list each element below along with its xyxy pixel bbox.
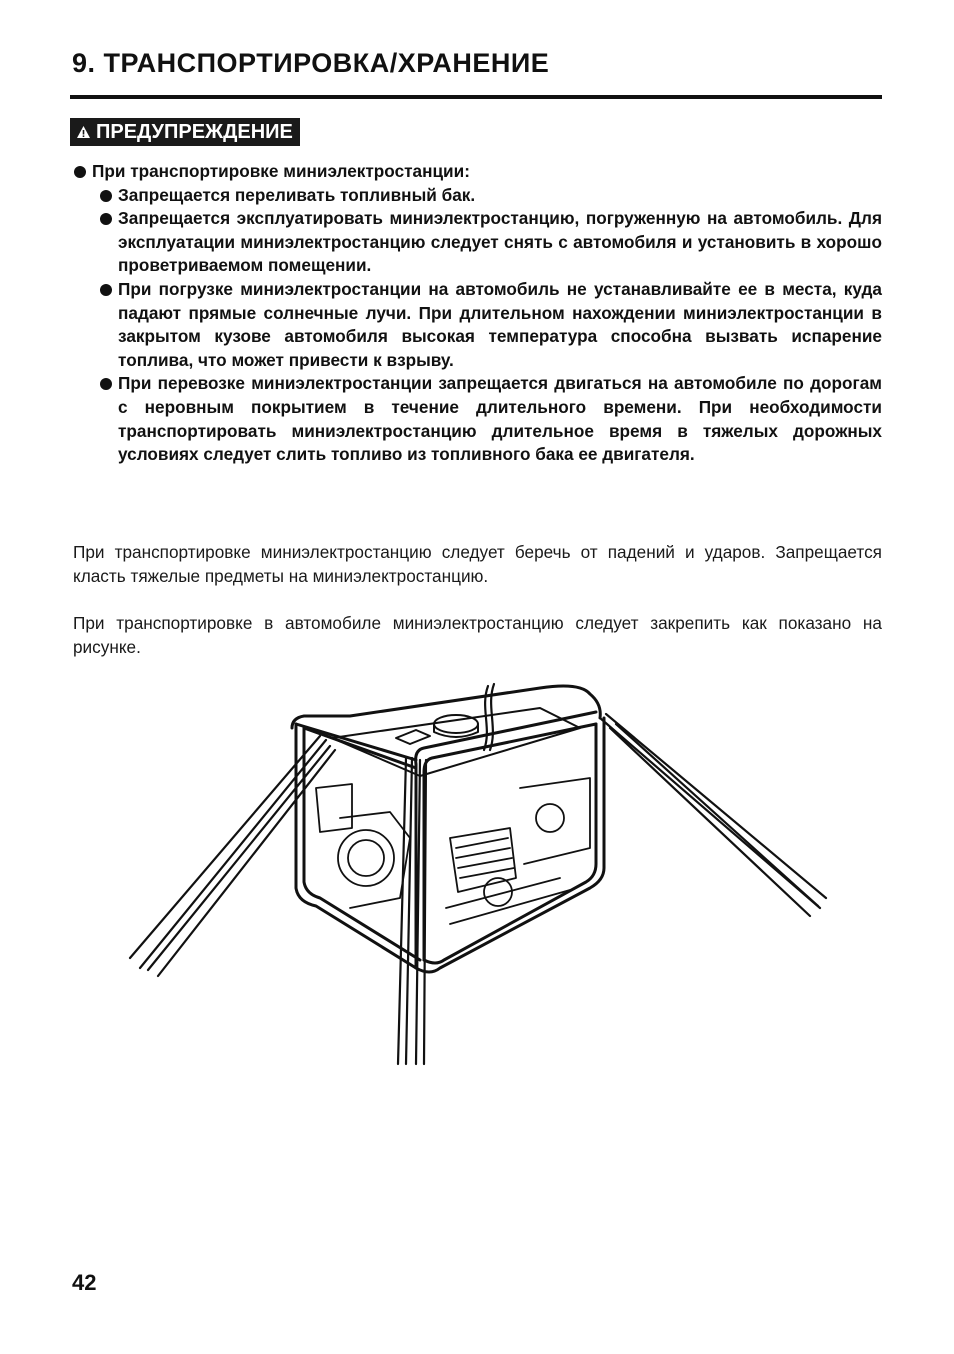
list-item xyxy=(74,372,882,466)
list-item xyxy=(74,207,882,278)
list-item xyxy=(74,278,882,372)
rope-front xyxy=(398,758,426,1064)
warning-triangle-icon xyxy=(76,125,91,139)
bullet-icon xyxy=(100,284,112,296)
bullet-icon xyxy=(100,378,112,390)
warning-list xyxy=(74,160,882,467)
bullet-icon xyxy=(100,213,112,225)
warning-lead xyxy=(74,160,882,184)
generator-strapped-illustration xyxy=(120,668,840,1068)
page-number: 42 xyxy=(72,1270,97,1295)
warning-lead-text: При транспортировке миниэлектростанции: xyxy=(92,161,470,181)
list-item xyxy=(74,184,882,208)
rope-right xyxy=(600,714,826,916)
bullet-icon xyxy=(100,190,112,202)
paragraph-handling: При транспортировке миниэлектростанцию следует беречь от падений и ударов. Запрещается класть тяжелые предметы на миниэлектростанцию. xyxy=(73,542,882,586)
list-item-text: Запрещается переливать топливный бак. xyxy=(118,184,476,205)
warning-label: ПРЕДУПРЕЖДЕНИЕ xyxy=(96,120,293,143)
paragraph-securing: При транспортировке в автомобиле миниэлектростанцию следует закрепить как показано на рисунке. xyxy=(73,613,882,657)
warning-badge xyxy=(70,118,300,146)
title-underline xyxy=(70,95,882,99)
list-item-text: Запрещается эксплуатировать миниэлектростанцию, погруженную на автомобиль. Для эксплуатации миниэлектростанцию следует снять с автомобиля и установить в хорошо проветриваемом помещении. xyxy=(118,208,882,276)
section-title: 9. ТРАНСПОРТИРОВКА/ХРАНЕНИЕ xyxy=(72,48,550,78)
bullet-icon xyxy=(74,166,86,178)
list-item-text: При погрузке миниэлектростанции на автомобиль не устанавливайте ее в места, куда падают прямые солнечные лучи. При длительном нахождении миниэлектростанции в закрытом кузове автомобиля высокая температура способна вызвать испарение топлива, что может привести к взрыву. xyxy=(118,278,882,370)
list-item-text: При перевозке миниэлектростанции запрещается двигаться на автомобиле по дорогам с неровным покрытием в течение длительного времени. При необходимости транспортировать миниэлектростанцию длительное время в тяжелых дорожных условиях следует слить топливо из топливного бака ее двигателя. xyxy=(118,373,882,465)
